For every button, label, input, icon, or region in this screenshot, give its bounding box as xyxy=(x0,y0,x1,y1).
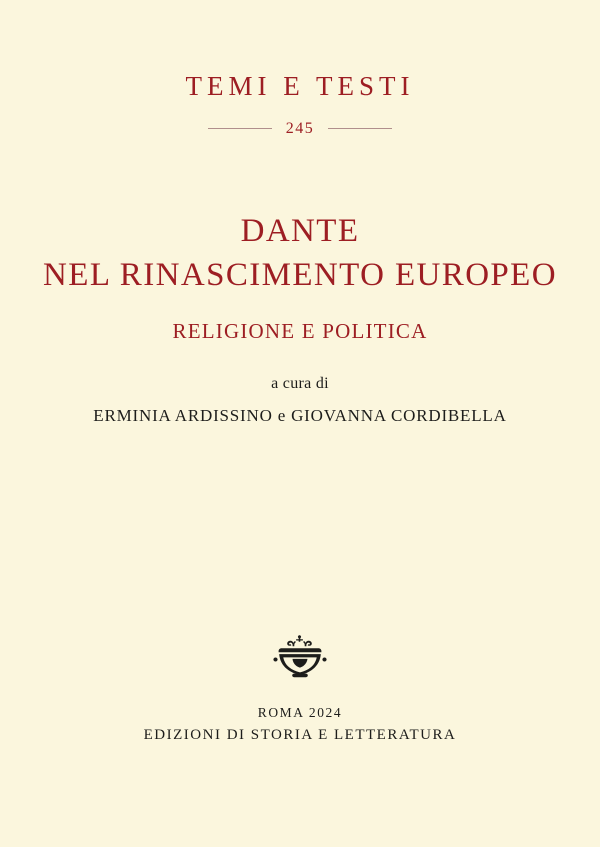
publisher-name: EDIZIONI DI STORIA E LETTERATURA xyxy=(143,726,457,743)
series-title: TEMI E TESTI xyxy=(185,71,415,101)
publication-place-year: ROMA 2024 xyxy=(257,704,343,720)
publisher-block xyxy=(0,633,600,747)
series-block xyxy=(0,72,600,138)
series-number-row xyxy=(0,120,600,138)
subtitle: RELIGIONE E POLITICA xyxy=(172,319,428,344)
title-line-1: DANTE xyxy=(240,213,360,249)
rule-right-icon xyxy=(328,128,392,129)
editors-names: ERMINIA ARDISSINO e GIOVANNA CORDIBELLA xyxy=(93,406,507,425)
series-number: 245 xyxy=(285,119,315,137)
edited-by-label: a cura di xyxy=(271,375,329,392)
editors-block xyxy=(0,375,600,426)
title-block xyxy=(0,210,600,344)
title-line-2: NEL RINASCIMENTO EUROPEO xyxy=(43,256,557,293)
publisher-colophon-icon xyxy=(270,633,330,681)
rule-left-icon xyxy=(208,128,272,129)
